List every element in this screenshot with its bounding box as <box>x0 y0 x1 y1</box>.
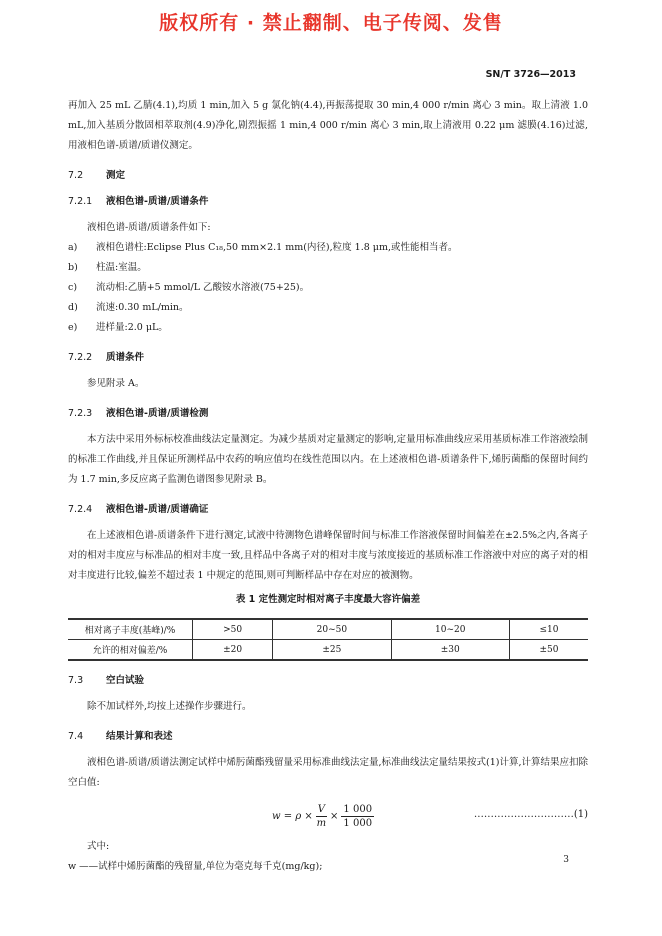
table-cell: >50 <box>193 619 273 640</box>
list-item: b) 柱温:室温。 <box>68 262 147 273</box>
tolerance-table <box>68 618 588 661</box>
heading-7-4: 7.4 结果计算和表述 <box>68 731 173 742</box>
copyright-watermark: 版权所有 · 禁止翻制、电子传阅、发售 <box>159 12 503 34</box>
heading-7-2-3: 7.2.3 液相色谱-质谱/质谱检测 <box>68 408 209 419</box>
table-cell: ±25 <box>273 640 391 661</box>
list-item: e) 进样量:2.0 μL。 <box>68 322 168 333</box>
table-cell: ±50 <box>509 640 588 661</box>
table-caption: 表 1 定性测定时相对离子丰度最大容许偏差 <box>235 594 421 605</box>
table-cell: 相对离子丰度(基峰)/% <box>68 619 193 640</box>
lc-conditions-lead: 液相色谱-质谱/质谱条件如下: <box>87 222 211 233</box>
blank-test-text: 除不加试样外,均按上述操作步骤进行。 <box>87 701 252 712</box>
list-item: c) 流动相:乙腈+5 mmol/L 乙酸铵水溶液(75+25)。 <box>68 282 310 293</box>
table-row <box>68 640 588 661</box>
equation-body: w = ρ × $\frac{V}{m}$ × $\frac{1 000}{1 000}$ <box>272 804 373 829</box>
ms-conditions-text: 参见附录 A。 <box>87 378 145 389</box>
confirmation-paragraph: 在上述液相色谱-质谱条件下进行测定,试液中待测物色谱峰保留时间与标准工作溶液保留时间偏差在±2.5%之内,各离子对的相对丰度应与标准品的相对丰度一致,且样品中各离子对的相对丰度与浓度接近的基质标准工作溶液中对应的离子对的相对丰度进行比较,偏差不超过表 1 中规定的范围,则可判断样品中存在对应的被测物。 <box>68 530 588 581</box>
heading-7-2: 7.2 测定 <box>68 170 126 181</box>
table-row <box>68 619 588 640</box>
where-label: 式中: <box>87 841 110 852</box>
detection-paragraph: 本方法中采用外标标校准曲线法定量测定。为减少基质对定量测定的影响,定量用标准曲线应采用基质标准工作溶液绘制的标准工作曲线,并且保证所测样品中农药的响应值均在线性范围以内。在上述液相色谱-质谱条件下,烯肟菌酯的保留时间约为 1.7 min,多反应离子监测色谱图参见附录 B。 <box>68 434 588 485</box>
intro-paragraph: 再加入 25 mL 乙腈(4.1),均质 1 min,加入 5 g 氯化钠(4.4),再振荡提取 30 min,4 000 r/min 离心 3 min。取上清液 1.0 mL,加入基质分散固相萃取剂(4.9)净化,剧烈振摇 1 min,4 000 r/min 离心 3 min,取上清液用 0.22 μm 滤膜(4.16)过滤,用液相色谱-质谱/质谱仪测定。 <box>68 100 588 151</box>
heading-7-2-2: 7.2.2 质谱条件 <box>68 352 145 363</box>
heading-7-2-1: 7.2.1 液相色谱-质谱/质谱条件 <box>68 196 209 207</box>
calculation-paragraph: 液相色谱-质谱/质谱法测定试样中烯肟菌酯残留量采用标准曲线法定量,标准曲线法定量结果按式(1)计算,计算结果应扣除空白值: <box>68 757 588 788</box>
table-cell: ±30 <box>391 640 509 661</box>
heading-7-3: 7.3 空白试验 <box>68 675 145 686</box>
standard-number: SN/T 3726—2013 <box>485 69 576 80</box>
fraction-v-over-m: $\frac{V}{m}$ <box>316 804 327 829</box>
heading-7-2-4: 7.2.4 液相色谱-质谱/质谱确证 <box>68 504 209 515</box>
equation-number: …………………………(1) <box>473 809 588 820</box>
table-cell: 20~50 <box>273 619 391 640</box>
lc-conditions-list <box>68 238 588 338</box>
page-number: 3 <box>563 855 569 865</box>
table-cell: ±20 <box>193 640 273 661</box>
table-cell: ≤10 <box>509 619 588 640</box>
table-cell: 允许的相对偏差/% <box>68 640 193 661</box>
list-item: a) 液相色谱柱:Eclipse Plus C₁₈,50 mm×2.1 mm(内径),粒度 1.8 μm,或性能相当者。 <box>68 242 458 253</box>
equation-1 <box>68 797 588 837</box>
variable-definition-w: w ——试样中烯肟菌酯的残留量,单位为毫克每千克(mg/kg); <box>68 861 323 872</box>
fraction-unit-conversion: $\frac{1 000}{1 000}$ <box>343 804 373 829</box>
table-cell: 10~20 <box>391 619 509 640</box>
list-item: d) 流速:0.30 mL/min。 <box>68 302 189 313</box>
document-body <box>68 96 588 877</box>
